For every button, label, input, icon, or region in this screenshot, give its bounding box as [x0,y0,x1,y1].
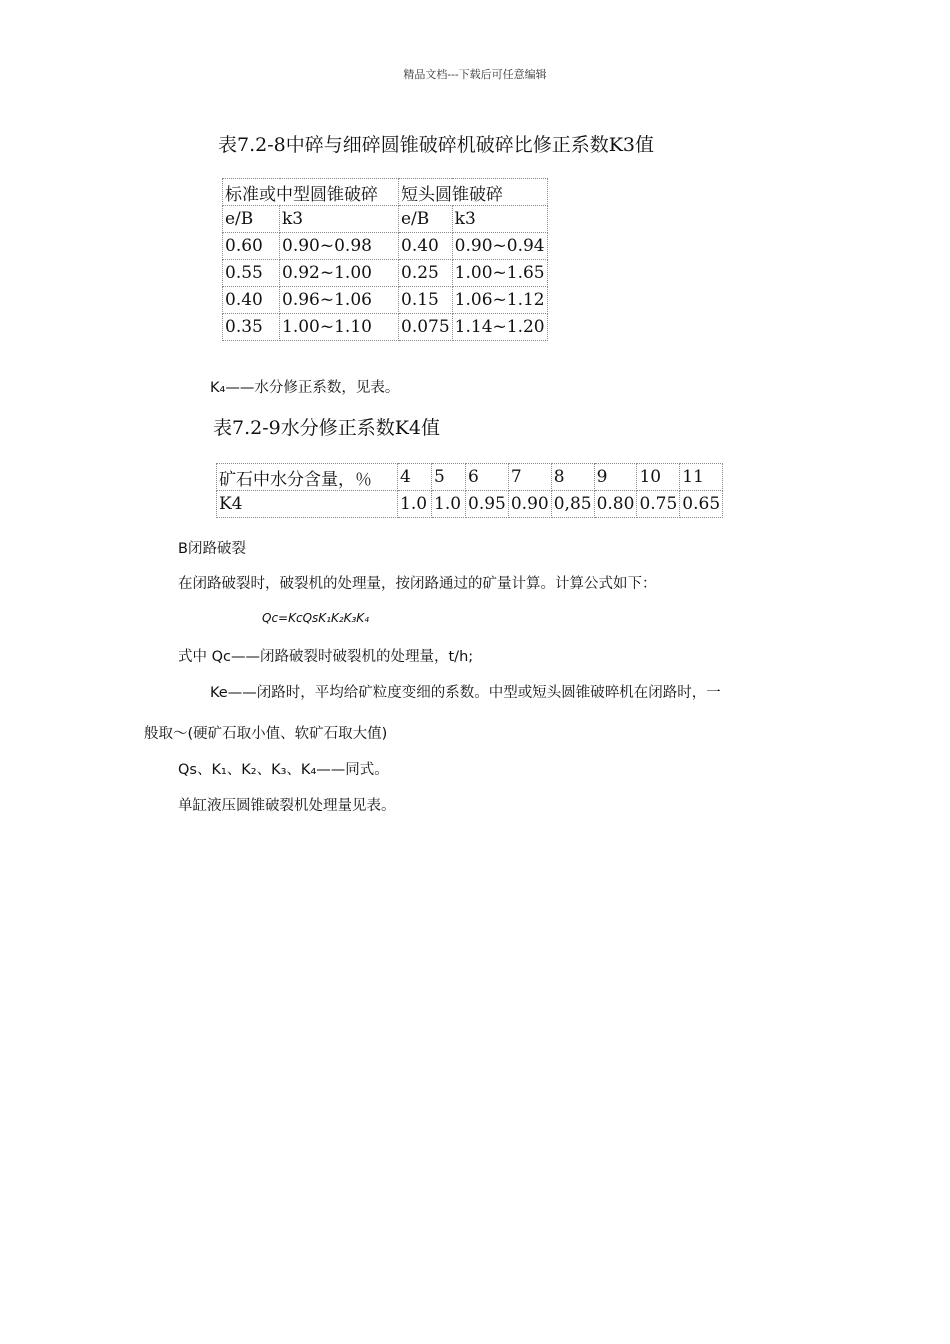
column-header: k3 [452,206,547,233]
row-label-moisture: 矿石中水分含量，％ [217,464,398,491]
table-cell: 4 [398,464,432,491]
table-cell: 0.90 [508,491,551,518]
k4-note: K₄——水分修正系数，见表。 [210,380,400,396]
row-label-k4: K4 [217,491,398,518]
table-cell: 0.96~1.06 [280,287,399,314]
table-cell: 1.14~1.20 [452,314,547,341]
table-cell: 10 [637,464,680,491]
table-cell: 0.35 [223,314,280,341]
table-cell: 1.00~1.65 [452,260,547,287]
table-cell: 0.40 [223,287,280,314]
table-row [223,314,548,341]
column-header: e/B [399,206,453,233]
table-cell: 0.90~0.94 [452,233,547,260]
table-header-row [223,179,548,206]
table-cell: 8 [551,464,594,491]
k4-moisture-table [216,463,723,518]
table-column-header-row [223,206,548,233]
table-row [223,233,548,260]
table-cell: 7 [508,464,551,491]
paragraph-ke-line2: 般取～(硬矿石取小值、软矿石取大值) [144,726,388,742]
table1-caption: 表7.2-8中碎与细碎圆锥破碎机破碎比修正系数K3值 [218,134,655,156]
paragraph-closed-circuit: 在闭路破裂时，破裂机的处理量，按闭路通过的矿量计算。计算公式如下： [178,576,657,592]
page-header: 精品文档---下载后可任意编辑 [403,68,547,81]
table-row [223,287,548,314]
paragraph-ke-line1: Ke——闭路时，平均给矿粒度变细的系数。中型或短头圆锥破晬机在闭路时，一 [210,685,721,701]
table-cell: 11 [680,464,723,491]
table-cell: 0.075 [399,314,453,341]
table-cell: 1.06~1.12 [452,287,547,314]
table-row [223,260,548,287]
table-row [217,464,723,491]
table-cell: 0.60 [223,233,280,260]
table-cell: 1.0 [398,491,432,518]
paragraph-single-cylinder: 单缸液压圆锥破裂机处理量见表。 [178,798,396,814]
table-cell: 0,85 [551,491,594,518]
group-header-standard: 标准或中型圆锥破碎 [223,179,399,206]
table2-caption: 表7.2-9水分修正系数K4值 [213,417,441,439]
section-b-heading: B闭路破裂 [178,541,246,557]
paragraph-qc-definition: 式中 Qc——闭路破裂时破裂机的处理量，t/h; [178,649,474,665]
table-cell: 0.55 [223,260,280,287]
paragraph-same-formula: Qs、K₁、K₂、K₃、K₄——同式。 [178,762,389,778]
table-cell: 0.25 [399,260,453,287]
table-cell: 5 [432,464,466,491]
table-cell: 0.75 [637,491,680,518]
table-cell: 6 [466,464,509,491]
column-header: k3 [280,206,399,233]
table-row [217,491,723,518]
k3-correction-table [222,178,548,341]
table-cell: 0.95 [466,491,509,518]
table-cell: 1.0 [432,491,466,518]
table-cell: 0.40 [399,233,453,260]
table-cell: 9 [594,464,637,491]
table-cell: 0.90~0.98 [280,233,399,260]
table-cell: 0.15 [399,287,453,314]
table-cell: 0.80 [594,491,637,518]
formula-qc: Qc=KcQsK₁K₂K₃K₄ [262,611,369,625]
table-cell: 1.00~1.10 [280,314,399,341]
column-header: e/B [223,206,280,233]
table-cell: 0.65 [680,491,723,518]
group-header-short-head: 短头圆锥破碎 [399,179,548,206]
table-cell: 0.92~1.00 [280,260,399,287]
